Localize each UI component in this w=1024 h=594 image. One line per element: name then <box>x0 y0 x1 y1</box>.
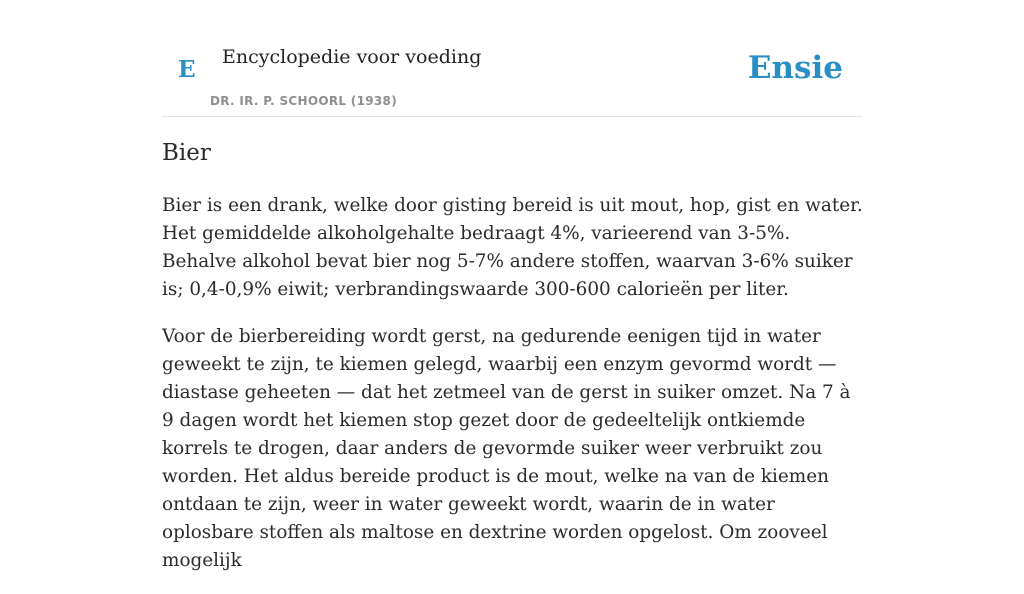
header <box>162 0 862 117</box>
article-body <box>162 192 868 594</box>
book-author: DR. IR. P. SCHOORL (1938) <box>210 94 397 108</box>
page <box>162 0 863 571</box>
book-title[interactable]: Encyclopedie voor voeding <box>222 46 482 68</box>
article-paragraph: Bier is een drank, welke door gisting bereid is uit mout, hop, gist en water. Het gemiddelde alkoholgehalte bedraagt 4%, varieerend van 3-5%. Behalve alkohol bevat bier nog 5-7% andere stoffen, waarvan 3-6% suiker is; 0,4-0,9% eiwit; verbrandingswaarde 300-600 calorieën per liter. <box>162 195 863 300</box>
brand-logo[interactable]: Ensie <box>747 50 843 86</box>
article-title: Bier <box>162 140 211 166</box>
book-logo[interactable]: E <box>178 56 196 83</box>
article-paragraph: Voor de bierbereiding wordt gerst, na gedurende eenigen tijd in water geweekt te zijn, te kiemen gelegd, waarbij een enzym gevormd wordt — diastase geheeten — dat het zetmeel van de gerst in suiker omzet. Na 7 à 9 dagen wordt het kiemen stop gezet door de gedeeltelijk ontkiemde korrels te drogen, daar anders de gevormde suiker weer verbruikt zou worden. Het aldus bereide product is de mout, welke na van de kiemen ontdaan te zijn, weer in water geweekt wordt, waarin de in water oplosbare stoffen als maltose en dextrine worden opgelost. Om zooveel mogelijk <box>162 326 851 571</box>
